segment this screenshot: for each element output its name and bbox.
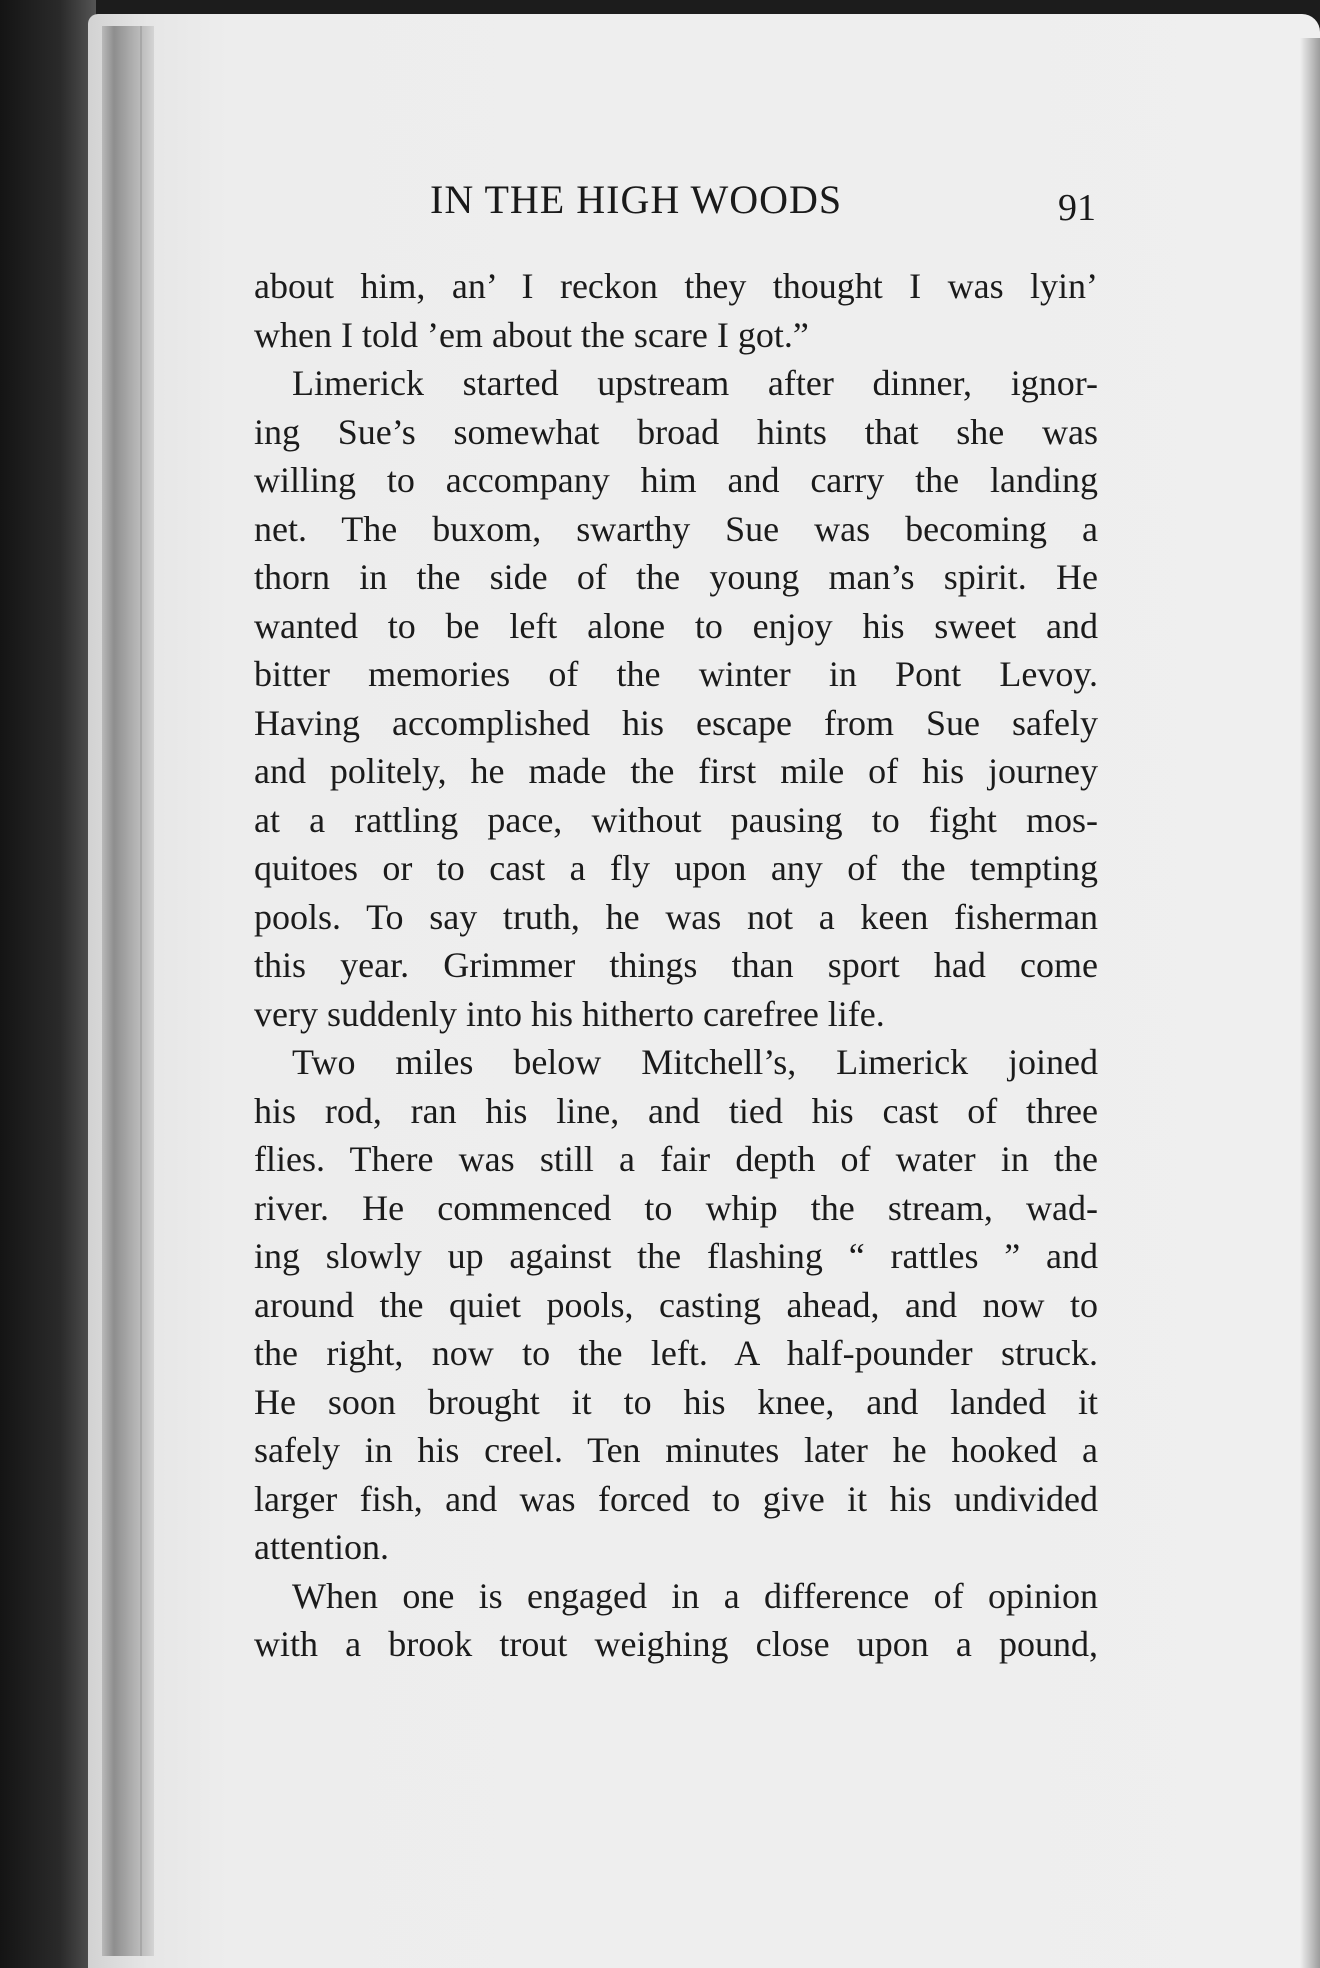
text-line: Having accomplished his escape from Sue safely	[254, 702, 1098, 743]
paragraph-first-line: Two miles below Mitchell’s, Limerick joined	[292, 1042, 1098, 1082]
text-line: quitoes or to cast a fly upon any of the tempting	[254, 848, 1098, 888]
text-line: his rod, ran his line, and tied his cast of three	[254, 1090, 1098, 1131]
text-line: around the quiet pools, casting ahead, and now to	[254, 1284, 1098, 1325]
text-line: at a rattling pace, without pausing to fight mos-	[254, 799, 1098, 840]
text-line: attention.	[254, 1527, 389, 1567]
book-gutter	[102, 26, 154, 1956]
text-line: willing to accompany him and carry the landing	[254, 460, 1098, 500]
scan-background-edge	[0, 0, 96, 1968]
text-line: wanted to be left alone to enjoy his sweet and	[254, 605, 1098, 646]
page-edge-shadow	[1300, 38, 1320, 1968]
paragraph-first-line: Limerick started upstream after dinner, ignor-	[292, 363, 1098, 403]
running-head: IN THE HIGH WOODS	[430, 177, 843, 222]
text-line: pools. To say truth, he was not a keen fisherman	[254, 896, 1098, 937]
paragraph-first-line: When one is engaged in a difference of opinion	[292, 1575, 1098, 1616]
text-line: the right, now to the left. A half-pounder struck.	[254, 1333, 1098, 1373]
text-line: ing Sue’s somewhat broad hints that she was	[254, 411, 1098, 452]
text-line: larger fish, and was forced to give it his undivided	[254, 1478, 1098, 1519]
text-line: river. He commenced to whip the stream, wad-	[254, 1187, 1098, 1228]
text-line: He soon brought it to his knee, and landed it	[254, 1381, 1098, 1422]
text-line: flies. There was still a fair depth of water in the	[254, 1139, 1098, 1179]
text-line: very suddenly into his hitherto carefree life.	[254, 993, 885, 1034]
text-line: about him, an’ I reckon they thought I was lyin’	[254, 266, 1098, 306]
text-line: ing slowly up against the flashing “ rattles ” and	[254, 1236, 1098, 1276]
body-text	[254, 262, 1098, 1669]
text-line: with a brook trout weighing close upon a pound,	[254, 1624, 1098, 1664]
text-line: and politely, he made the first mile of his journey	[254, 751, 1098, 791]
text-line: bitter memories of the winter in Pont Levoy.	[254, 654, 1098, 694]
text-line: safely in his creel. Ten minutes later he hooked a	[254, 1430, 1098, 1470]
text-line: when I told ’em about the scare I got.”	[254, 314, 809, 355]
text-line: net. The buxom, swarthy Sue was becoming a	[254, 508, 1098, 549]
text-line: thorn in the side of the young man’s spirit. He	[254, 557, 1098, 597]
text-line: this year. Grimmer things than sport had come	[254, 945, 1098, 985]
gutter-fold-line	[140, 26, 142, 1956]
page-number: 91	[1058, 187, 1096, 229]
